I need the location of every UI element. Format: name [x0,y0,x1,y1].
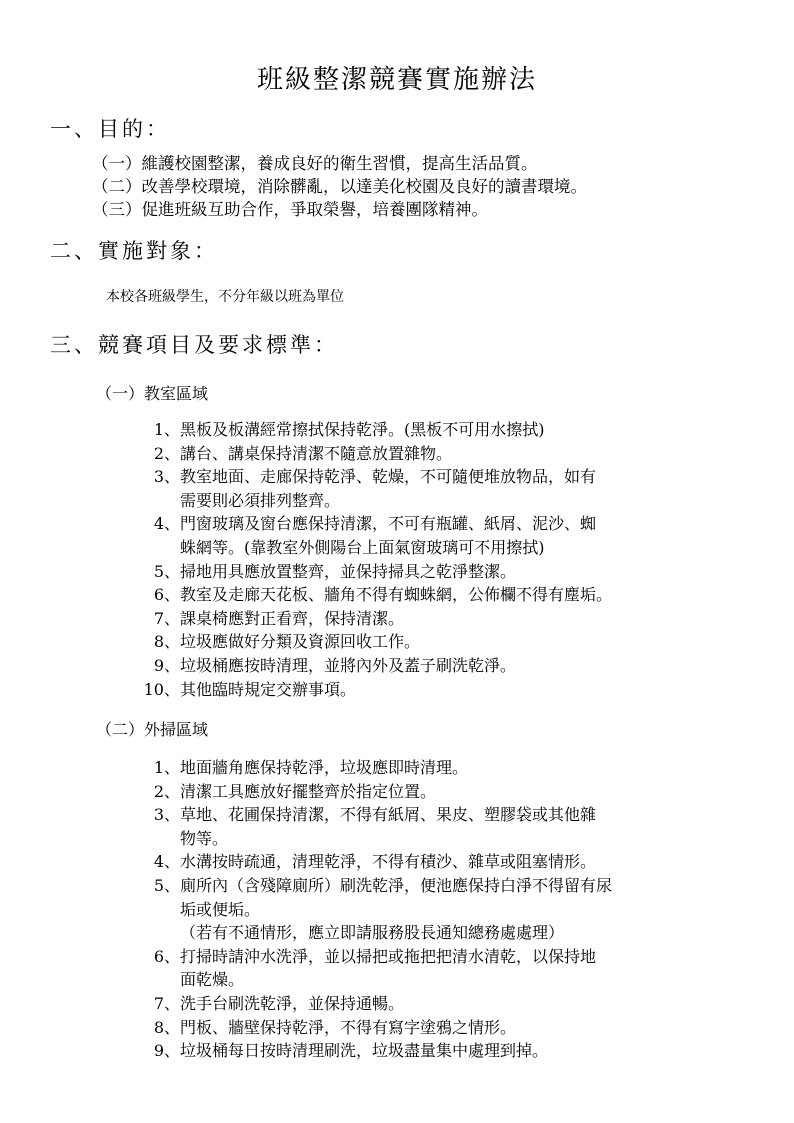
rule-number: 10、 [143,679,180,699]
rule-number: 5、 [153,561,180,581]
rule-item-continuation [132,827,760,851]
section-heading-target: 二、實施對象： [50,239,218,263]
rule-text: 草地、花圃保持清潔，不得有紙屑、果皮、塑膠袋或其他雜 [180,805,597,825]
rule-number: 9、 [153,1041,180,1061]
rule-text: 需要則必須排列整齊。 [180,490,341,510]
rule-item [132,803,760,827]
document-title: 班級整潔競賽實施辦法 [256,65,537,95]
rule-number: 4、 [153,514,180,534]
rule-item-continuation [132,968,760,992]
rule-text: 垃圾桶應按時清理，並將內外及蓋子刷洗乾淨。 [180,655,517,675]
rule-item [132,874,760,898]
rule-number: 2、 [153,781,180,801]
rule-item [132,1016,760,1040]
subsection-heading-classroom: （一）教室區域 [96,384,209,403]
rule-text: 清潔工具應放好擺整齊於指定位置。 [180,781,437,801]
rule-number [132,898,180,922]
rule-text: 課桌椅應對正看齊，保持清潔。 [180,608,405,628]
rule-item [132,678,760,702]
rule-text: 打掃時請沖水洗淨，並以掃把或拖把把清水清乾，以保持地 [180,946,597,966]
rule-text: 物等。 [180,828,229,848]
purpose-item: （二）改善學校環境，消除髒亂，以達美化校園及良好的讀書環境。 [92,177,587,196]
rule-item [132,583,760,607]
rule-item [132,945,760,969]
rule-text: 講台、講桌保持清潔不隨意放置雜物。 [180,443,453,463]
rule-item [132,756,760,780]
section-heading-purpose: 一、目的： [50,117,170,141]
outdoor-rule-list [132,756,760,1063]
rule-number [132,968,180,992]
rule-item [132,442,760,466]
rule-number [132,827,180,851]
rule-number: 8、 [153,1017,180,1037]
rule-text: 地面牆角應保持乾淨，垃圾應即時清理。 [180,758,469,777]
rule-number: 7、 [153,608,180,628]
rule-text: 門窗玻璃及窗台應保持清潔，不可有瓶罐、紙屑、泥沙、蜘 [180,514,597,534]
rule-number: 5、 [153,875,180,895]
rule-number: 4、 [153,852,180,872]
section-heading-criteria: 三、競賽項目及要求標準： [50,333,338,357]
rule-item [132,921,760,945]
classroom-rule-list [132,418,760,701]
rule-text: 洗手台刷洗乾淨，並保持通暢。 [180,993,405,1013]
rule-text: （若有不通情形，應立即請服務股長通知總務處處理） [180,923,565,943]
purpose-item: （三）促進班級互助合作，爭取榮譽，培養團隊精神。 [92,200,488,219]
rule-item [132,607,760,631]
rule-item [132,418,760,442]
subsection-heading-outdoor: （二）外掃區域 [96,720,209,739]
rule-number: 3、 [153,805,180,825]
purpose-item: （一）維護校園整潔，養成良好的衛生習慣，提高生活品質。 [92,154,538,173]
rule-text: 蛛網等。(靠教室外側陽台上面氣窗玻璃可不用擦拭) [180,537,545,557]
rule-item [132,560,760,584]
rule-item [132,465,760,489]
rule-number: 6、 [153,585,180,605]
rule-number [132,536,180,560]
rule-number: 8、 [153,632,180,652]
rule-item [132,630,760,654]
rule-text: 水溝按時疏通，清理乾淨，不得有積沙、雜草或阻塞情形。 [180,852,597,872]
rule-text: 教室地面、走廊保持乾淨、乾燥，不可隨便堆放物品，如有 [180,467,597,487]
rule-item [132,1039,760,1063]
rule-text: 廁所內（含殘障廁所）刷洗乾淨，便池應保持白淨不得留有尿 [180,875,613,895]
rule-text: 掃地用具應放置整齊，並保持掃具之乾淨整潔。 [180,561,517,581]
rule-text: 面乾燥。 [180,970,245,990]
rule-item [132,780,760,804]
rule-text: 垃圾應做好分類及資源回收工作。 [180,632,421,652]
rule-number: 9、 [153,655,180,675]
rule-text: 門板、牆壁保持乾淨，不得有寫字塗鴉之情形。 [180,1017,517,1037]
purpose-list [92,152,587,221]
rule-number: 3、 [153,467,180,487]
rule-item [132,992,760,1016]
rule-item [132,654,760,678]
rule-number: 1、 [153,758,180,777]
rule-number: 6、 [153,946,180,966]
rule-number [132,489,180,513]
rule-text: 黑板及板溝經常擦拭保持乾淨。(黑板不可用水擦拭) [180,420,545,439]
rule-number: 2、 [153,443,180,463]
rule-number [132,921,180,945]
rule-item [132,850,760,874]
target-text: 本校各班級學生，不分年級以班為單位 [106,289,344,305]
rule-text: 其他臨時規定交辦事項。 [180,679,357,699]
rule-text: 垢或便垢。 [180,899,261,919]
rule-item [132,512,760,536]
rule-item-continuation [132,489,760,513]
rule-number: 1、 [153,420,180,439]
rule-item-continuation [132,898,760,922]
rule-item-continuation [132,536,760,560]
rule-number: 7、 [153,993,180,1013]
rule-text: 垃圾桶每日按時清理刷洗，垃圾盡量集中處理到掉。 [180,1041,549,1061]
rule-text: 教室及走廊天花板、牆角不得有蜘蛛網，公佈欄不得有塵垢。 [180,585,613,605]
